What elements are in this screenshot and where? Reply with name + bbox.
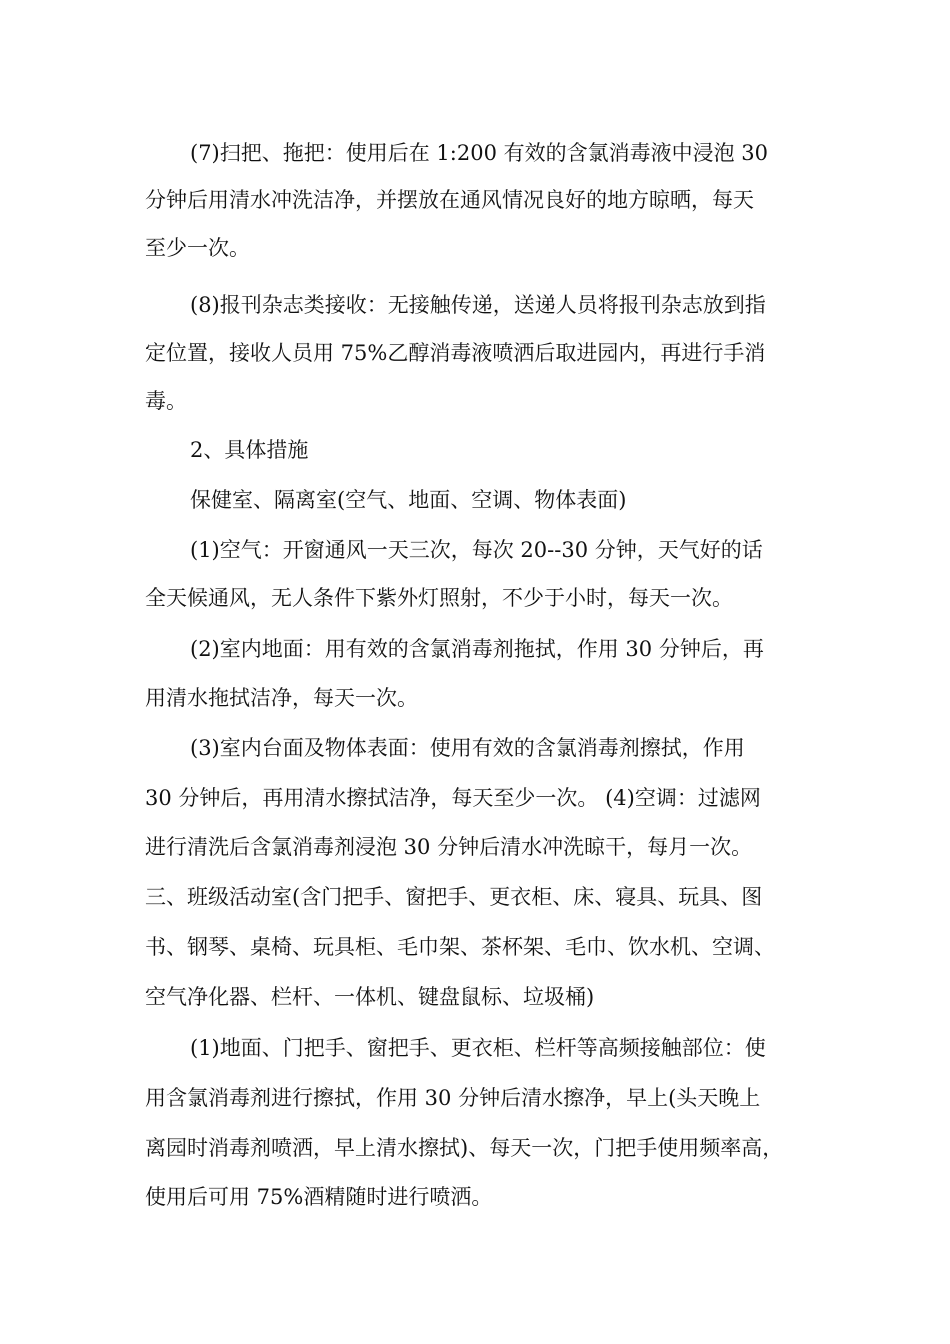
item-2-line-2: 用清水拖拭洁净，每天一次。 bbox=[145, 686, 418, 710]
section-three-line-3: 空气净化器、栏杆、一体机、键盘鼠标、垃圾桶) bbox=[145, 985, 595, 1009]
class-item-1-line-3: 离园时消毒剂喷洒，早上清水擦拭)、每天一次，门把手使用频率高， bbox=[145, 1136, 784, 1160]
class-item-1-line-4: 使用后可用 75%酒精随时进行喷洒。 bbox=[145, 1185, 493, 1209]
section-three-line-2: 书、钢琴、桌椅、玩具柜、毛巾架、茶杯架、毛巾、饮水机、空调、 bbox=[145, 935, 775, 959]
item-2-line-1: (2)室内地面：用有效的含氯消毒剂拖拭，作用 30 分钟后，再 bbox=[190, 637, 764, 661]
item-1-line-1: (1)空气：开窗通风一天三次，每次 20--30 分钟，天气好的话 bbox=[190, 538, 763, 562]
item-3-line-2: 30 分钟后，再用清水擦拭洁净，每天至少一次。 (4)空调：过滤网 bbox=[145, 786, 761, 810]
class-item-1-line-2: 用含氯消毒剂进行擦拭，作用 30 分钟后清水擦净，早上(头天晚上 bbox=[145, 1086, 761, 1110]
section-heading-specific-measures: 2、具体措施 bbox=[190, 438, 309, 462]
paragraph-7-line-3: 至少一次。 bbox=[145, 236, 250, 260]
paragraph-8-line-2: 定位置，接收人员用 75%乙醇消毒液喷洒后取进园内，再进行手消 bbox=[145, 341, 766, 365]
paragraph-8-line-1: (8)报刊杂志类接收：无接触传递，送递人员将报刊杂志放到指 bbox=[190, 293, 766, 317]
item-1-line-2: 全天候通风，无人条件下紫外灯照射，不少于小时，每天一次。 bbox=[145, 586, 733, 610]
class-item-1-line-1: (1)地面、门把手、窗把手、更衣柜、栏杆等高频接触部位：使 bbox=[190, 1036, 766, 1060]
section-three-line-1: 三、班级活动室(含门把手、窗把手、更衣柜、床、寝具、玩具、图 bbox=[145, 885, 763, 909]
item-3-line-3: 进行清洗后含氯消毒剂浸泡 30 分钟后清水冲洗晾干，每月一次。 bbox=[145, 835, 753, 859]
paragraph-7-line-1: (7)扫把、拖把：使用后在 1:200 有效的含氯消毒液中浸泡 30 bbox=[190, 141, 769, 165]
paragraph-8-line-3: 毒。 bbox=[145, 389, 187, 413]
item-3-line-1: (3)室内台面及物体表面：使用有效的含氯消毒剂擦拭，作用 bbox=[190, 736, 745, 760]
paragraph-7-line-2: 分钟后用清水冲洗洁净，并摆放在通风情况良好的地方晾晒，每天 bbox=[145, 188, 754, 212]
subsection-health-room: 保健室、隔离室(空气、地面、空调、物体表面) bbox=[190, 488, 627, 512]
